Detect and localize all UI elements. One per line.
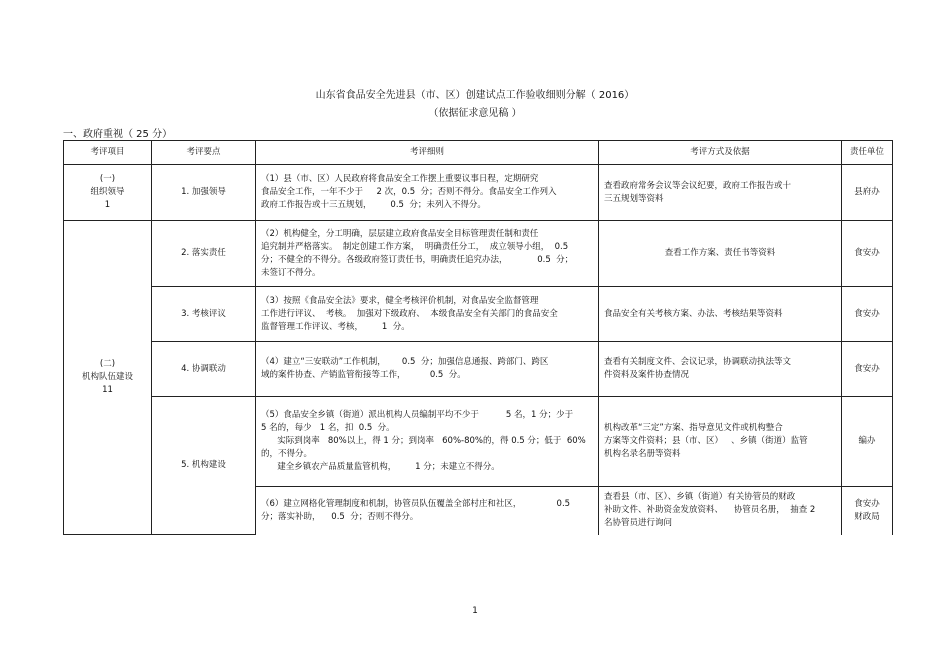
table-row (64, 221, 893, 287)
unit-cell: 食安办 (842, 287, 893, 342)
table-row (64, 287, 893, 342)
table-row (64, 165, 893, 221)
point-label: 4. 协调联动 (152, 342, 256, 397)
method-cell: 机构改革“三定”方案、指导意见文件或机构整合 方案等文件资料；县（市、区） 、乡镇（街道）监管 机构名录名册等资料 (599, 397, 842, 487)
detail-cell: （1）县（市、区）人民政府将食品安全工作摆上重要议事日程，定期研究 食品安全工作，一年不少于 2 次，0.5 分；否则不得分。食品安全工作列入 政府工作报告或十三五规划， 0.5 分；未列入不得分。 (256, 165, 599, 221)
header-detail: 考评细则 (256, 141, 599, 165)
method-cell: 食品安全有关考核方案、办法、考核结果等资料 (599, 287, 842, 342)
detail-cell: （3）按照《食品安全法》要求，健全考核评价机制，对食品安全监督管理 工作进行评议、 考核。 加强对下级政府、 本级食品安全有关部门的食品安全 监督管理工作评议、考核， 1 分。 (256, 287, 599, 342)
header-project: 考评项目 (64, 141, 152, 165)
method-cell: 查看工作方案、责任书等资料 (599, 221, 842, 287)
section-heading: 一、政府重视（ 25 分） (63, 129, 173, 140)
document-subtitle: （依据征求意见稿 ） (428, 108, 522, 119)
header-point: 考评要点 (152, 141, 256, 165)
point-label: 2. 落实责任 (152, 221, 256, 287)
method-cell: 查看县（市、区）、乡镇（街道）有关协管员的财政 补助文件、补助资金发放资料、 协管员名册， 抽查 2 名协管员进行询问 (599, 487, 842, 535)
unit-cell: 编办 (842, 397, 893, 487)
unit-cell: 县府办 (842, 165, 893, 221)
header-unit: 责任单位 (842, 141, 893, 165)
evaluation-table (63, 140, 893, 535)
table-row (64, 397, 893, 487)
document-title: 山东省食品安全先进县（市、区）创建试点工作验收细则分解（ 2016） (315, 90, 635, 101)
unit-cell: 食安办 (842, 221, 893, 287)
page-number: 1 (472, 606, 478, 616)
point-label: 1. 加强领导 (152, 165, 256, 221)
method-cell: 查看政府常务会议等会议纪要，政府工作报告或十 三五规划等资料 (599, 165, 842, 221)
detail-cell: （5）食品安全乡镇（街道）派出机构人员编制平均不少于 5 名，1 分；少于 5 名的，每少 1 名，扣 0.5 分。 实际到岗率 80%以上，得 1 分；到岗率 60%-80%的，得 0.5 分；低于 60% 的，不得分。 建全乡镇农产品质量监管机构， 1 分；未建立不得分。 (256, 397, 599, 487)
point-label: 5. 机构建设 (152, 397, 256, 535)
group-label: (一) 组织领导 1 (64, 165, 152, 221)
group-label: (二) 机构队伍建设 11 (64, 221, 152, 535)
table-row (64, 342, 893, 397)
unit-cell: 食安办 财政局 (842, 487, 893, 535)
table-header-row (64, 141, 893, 165)
point-label: 3. 考核评议 (152, 287, 256, 342)
header-method: 考评方式及依据 (599, 141, 842, 165)
detail-cell: （6）建立网格化管理制度和机制，协管员队伍覆盖全部村庄和社区， 0.5 分；落实补助， 0.5 分；否则不得分。 (256, 487, 599, 535)
unit-cell: 食安办 (842, 342, 893, 397)
method-cell: 查看有关制度文件、会议记录，协调联动执法等文 件资料及案件协查情况 (599, 342, 842, 397)
detail-cell: （4）建立“三安联动”工作机制， 0.5 分；加强信息通报、跨部门、跨区 域的案件协查、产销监管衔接等工作， 0.5 分。 (256, 342, 599, 397)
detail-cell: （2）机构健全，分工明确，层层建立政府食品安全目标管理责任制和责任 追究制并严格落实。 制定创建工作方案， 明确责任分工， 成立领导小组， 0.5 分；不健全的不得分。各级政府签订责任书，明确责任追究办法， 0.5 分； 未签订不得分。 (256, 221, 599, 287)
